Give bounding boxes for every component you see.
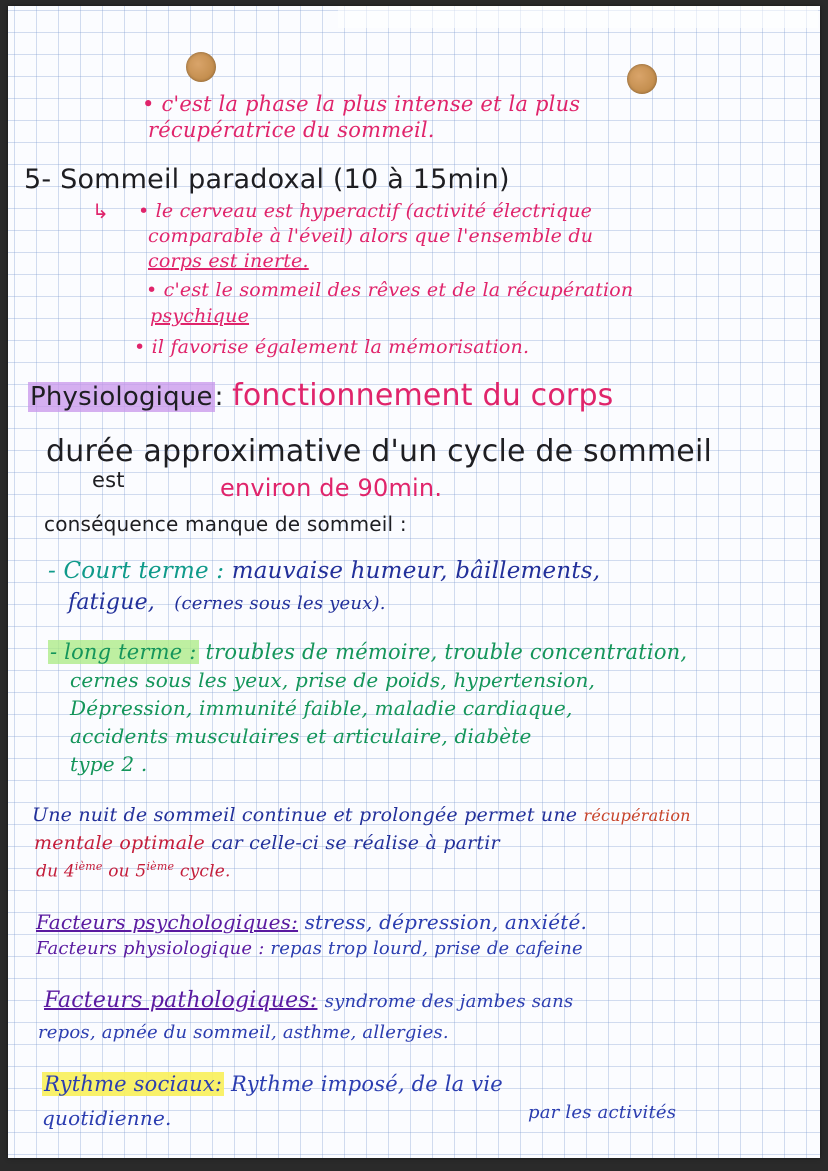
stage5-title: 5- Sommeil paradoxal (10 à 15min): [24, 164, 510, 195]
stage5-bullet2-line1: • c'est le sommeil des rêves et de la récupération: [146, 279, 634, 301]
night-line3-row: [36, 860, 231, 882]
night-line2-a: mentale optimale: [34, 832, 205, 854]
long-term-line1: troubles de mémoire, trouble concentration,: [205, 640, 688, 664]
long-term-line3: Dépression, immunité faible, maladie cardiaque,: [70, 696, 573, 720]
night-line3-b: ou 5: [108, 861, 147, 882]
long-term-label: - long terme :: [50, 640, 197, 664]
cycle-line1: durée approximative d'un cycle de sommeil: [46, 434, 713, 469]
stage5-bullet2-line2: psychique: [150, 305, 250, 327]
factor-rhythm-text1: Rythme imposé, de la vie: [231, 1072, 503, 1096]
factor-patho-label: Facteurs pathologiques:: [44, 988, 318, 1013]
night-line2-b: car celle-ci se réalise à partir: [211, 832, 500, 854]
night-line3-a: du 4: [36, 861, 75, 882]
notebook-page: [8, 6, 820, 1158]
long-term-line4: accidents musculaires et articulaire, diabète: [70, 724, 532, 748]
consequences-title: conséquence manque de sommeil :: [44, 512, 407, 536]
night-line2-row: [34, 832, 500, 854]
binder-hole-right: [627, 64, 657, 94]
factor-psy-row: [36, 910, 587, 934]
stage4-bullet-line1: • c'est la phase la plus intense et la plus: [142, 92, 581, 116]
factor-rhythm-row: [42, 1072, 503, 1096]
physio-colon: :: [214, 382, 224, 412]
stage4-bullet-line2: récupératrice du sommeil.: [148, 118, 435, 142]
short-term-line2-a: fatigue,: [68, 590, 156, 615]
night-line1-b: récupération: [583, 806, 691, 825]
short-term-row: [48, 558, 600, 584]
night-line1-row: [32, 804, 691, 826]
factor-patho-text1: syndrome des jambes sans: [324, 991, 574, 1012]
factor-physio-row: [36, 938, 583, 959]
long-term-line5: type 2 .: [70, 752, 148, 776]
factor-patho-text2: repos, apnée du sommeil, asthme, allergies.: [38, 1022, 449, 1043]
cycle-value: environ de 90min.: [220, 474, 443, 502]
factor-physio-text: repas trop lourd, prise de cafeine: [270, 938, 583, 959]
night-line3-sup1: ième: [74, 860, 103, 873]
physio-row: [28, 378, 614, 413]
tape-strip: [338, 6, 818, 28]
night-line3-c: cycle.: [179, 861, 231, 882]
arrow-icon: ↳: [92, 199, 109, 223]
long-term-row: [48, 640, 687, 664]
short-term-line1: mauvaise humeur, bâillements,: [231, 558, 601, 584]
stage5-bullet1-line2: comparable à l'éveil) alors que l'ensemble du: [148, 225, 594, 247]
factor-physio-label: Facteurs physiologique :: [36, 938, 265, 959]
night-line3-sup2: ième: [146, 860, 175, 873]
long-term-line2: cernes sous les yeux, prise de poids, hypertension,: [70, 668, 596, 692]
short-term-label: - Court terme :: [48, 558, 225, 584]
physio-term: Physiologique: [30, 382, 213, 412]
factor-patho-row: [44, 988, 573, 1013]
stage5-bullet1-line3: corps est inerte.: [148, 250, 309, 272]
short-term-line2-row: [68, 590, 386, 615]
factor-psy-text: stress, dépression, anxiété.: [304, 910, 588, 934]
stage5-bullet1-line1: • le cerveau est hyperactif (activité électrique: [138, 200, 593, 222]
factor-rhythm-text2: quotidienne.: [42, 1106, 172, 1130]
factor-rhythm-text3: par les activités: [528, 1102, 677, 1123]
factor-rhythm-label: Rythme sociaux:: [44, 1072, 223, 1096]
binder-hole-left: [186, 52, 216, 82]
stage5-bullet3-line1: • il favorise également la mémorisation.: [134, 336, 530, 358]
night-line1-a: Une nuit de sommeil continue et prolongée permet une: [32, 804, 578, 826]
factor-psy-label: Facteurs psychologiques:: [36, 910, 299, 934]
cycle-est: est: [92, 468, 125, 492]
short-term-line2-b: (cernes sous les yeux).: [174, 593, 386, 614]
physio-definition: fonctionnement du corps: [232, 378, 614, 413]
